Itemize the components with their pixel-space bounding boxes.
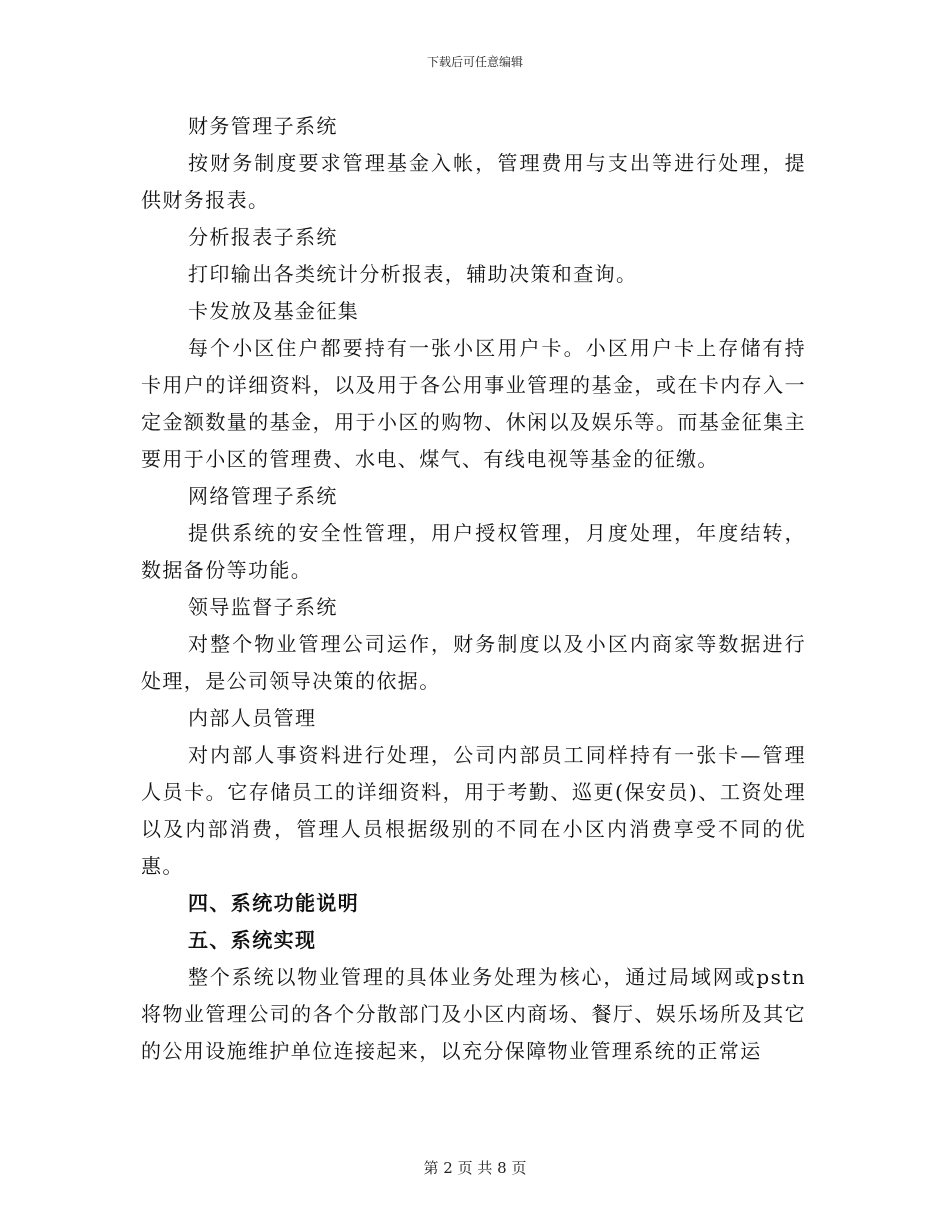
page-header: 下载后可任意编辑	[426, 55, 523, 69]
document-body	[141, 108, 806, 1070]
paragraph: 财务管理子系统	[188, 114, 338, 138]
paragraph: 提供系统的安全性管理，用户授权管理，月度处理，年度结转，数据备份等功能。	[141, 521, 806, 582]
paragraph: 内部人员管理	[188, 706, 317, 730]
paragraph: 卡发放及基金征集	[188, 299, 360, 323]
paragraph: 每个小区住户都要持有一张小区用户卡。小区用户卡上存储有持卡用户的详细资料，以及用于各公用事业管理的基金，或在卡内存入一定金额数量的基金，用于小区的购物、休闲以及娱乐等。而基金征集主要用于小区的管理费、水电、煤气、有线电视等基金的征缴。	[141, 336, 806, 471]
paragraph: 整个系统以物业管理的具体业务处理为核心，通过局域网或pstn将物业管理公司的各个分散部门及小区内商场、餐厅、娱乐场所及其它的公用设施维护单位连接起来，以充分保障物业管理系统的正常运	[141, 965, 806, 1063]
section-heading: 五、系统实现	[188, 928, 317, 952]
paragraph: 对整个物业管理公司运作，财务制度以及小区内商家等数据进行处理，是公司领导决策的依据。	[141, 632, 806, 693]
paragraph: 打印输出各类统计分析报表，辅助决策和查询。	[188, 262, 638, 286]
paragraph: 分析报表子系统	[188, 225, 338, 249]
paragraph: 按财务制度要求管理基金入帐，管理费用与支出等进行处理，提供财务报表。	[141, 151, 806, 212]
paragraph: 领导监督子系统	[188, 595, 338, 619]
page-number: 第 2 页 共 8 页	[423, 1159, 527, 1177]
section-heading: 四、系统功能说明	[188, 891, 360, 915]
paragraph: 对内部人事资料进行处理，公司内部员工同样持有一张卡—管理人员卡。它存储员工的详细资料，用于考勤、巡更(保安员)、工资处理以及内部消费，管理人员根据级别的不同在小区内消费享受不同的优惠。	[141, 743, 806, 878]
paragraph: 网络管理子系统	[188, 484, 338, 508]
